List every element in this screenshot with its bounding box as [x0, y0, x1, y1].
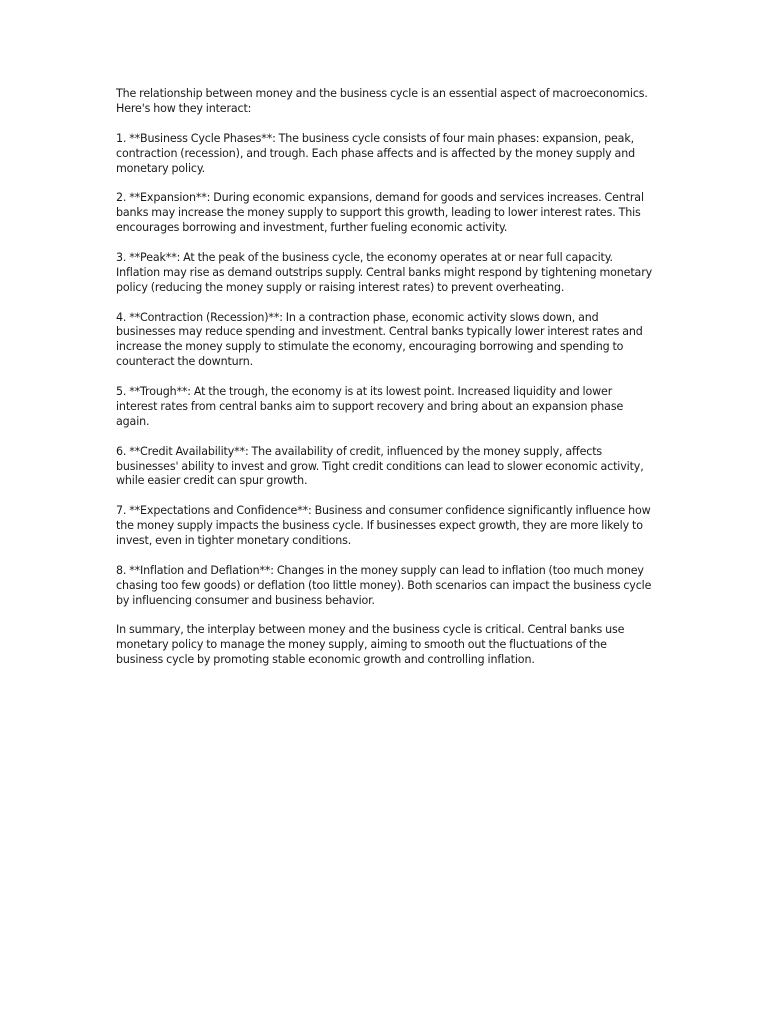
- paragraph-trough: 5. **Trough**: At the trough, the economy is at its lowest point. Increased liquidity and lower interest rates from central banks aim to support recovery and bring about an expansion phase again.: [116, 385, 624, 428]
- summary-paragraph: In summary, the interplay between money and the business cycle is critical. Central banks use monetary policy to manage the money supply, aiming to smooth out the fluctuations of the business cycle by promoting stable economic growth and controlling inflation.: [116, 623, 625, 667]
- paragraph-business-cycle-phases: 1. **Business Cycle Phases**: The business cycle consists of four main phases: expansion, peak, contraction (recession), and trough. Each phase affects and is affected by the money supply and monetary policy.: [116, 131, 635, 175]
- paragraph-credit-availability: 6. **Credit Availability**: The availability of credit, influenced by the money supply, affects businesses' ability to invest and grow. Tight credit conditions can lead to slower economic activity, while easier credit can spur growth.: [116, 444, 644, 488]
- document-body: [116, 87, 656, 683]
- intro-paragraph: The relationship between money and the business cycle is an essential aspect of macroeconomics. Here's how they interact:: [116, 87, 648, 115]
- paragraph-peak: 3. **Peak**: At the peak of the business cycle, the economy operates at or near full capacity. Inflation may rise as demand outstrips supply. Central banks might respond by tightening monetary policy (reducing the money supply or raising interest rates) to prevent overheating.: [116, 250, 653, 294]
- paragraph-expectations-confidence: 7. **Expectations and Confidence**: Business and consumer confidence significantly influence how the money supply impacts the business cycle. If businesses expect growth, they are more likely to invest, even in tighter monetary conditions.: [116, 504, 651, 548]
- paragraph-inflation-deflation: 8. **Inflation and Deflation**: Changes in the money supply can lead to inflation (too much money chasing too few goods) or deflation (too little money). Both scenarios can impact the business cycle by influencing consumer and business behavior.: [116, 563, 652, 607]
- paragraph-contraction: 4. **Contraction (Recession)**: In a contraction phase, economic activity slows down, and businesses may reduce spending and investment. Central banks typically lower interest rates and increase the money supply to stimulate the economy, encouraging borrowing and spending to counteract the downturn.: [116, 310, 643, 369]
- paragraph-expansion: 2. **Expansion**: During economic expansions, demand for goods and services increases. Central banks may increase the money supply to support this growth, leading to lower interest rates. This encourages borrowing and investment, further fueling economic activity.: [116, 191, 644, 235]
